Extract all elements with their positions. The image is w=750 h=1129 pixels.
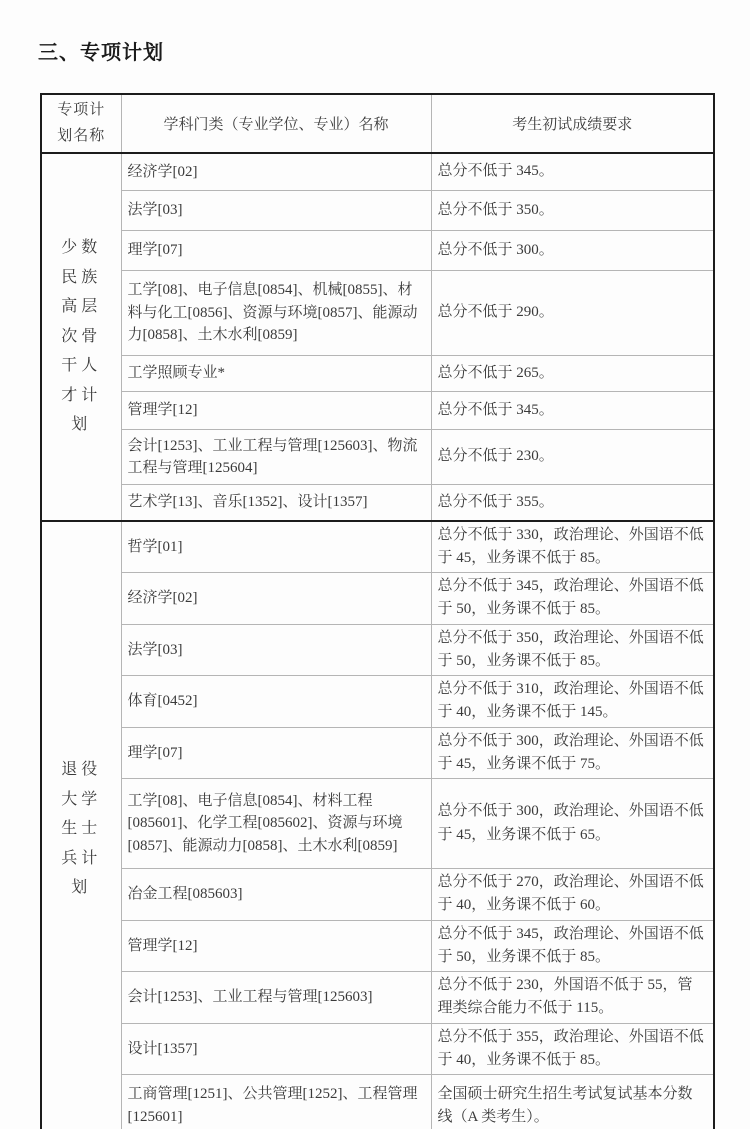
subject-cell: 工学[08]、电子信息[0854]、机械[0855]、材料与化工[0856]、资源与环境[0857]、能源动力[0858]、土木水利[0859]: [121, 271, 431, 356]
requirement-cell: 总分不低于 350。: [431, 191, 714, 231]
header-requirement: 考生初试成绩要求: [431, 94, 714, 153]
table-header-row: [41, 94, 714, 153]
requirement-cell: 总分不低于 345。: [431, 153, 714, 191]
subject-cell: 理学[07]: [121, 231, 431, 271]
requirement-cell: 总分不低于 345，政治理论、外国语不低于 50，业务课不低于 85。: [431, 920, 714, 972]
table-row: [41, 356, 714, 392]
table-row: [41, 573, 714, 625]
subject-cell: 工商管理[1251]、公共管理[1252]、工程管理[125601]: [121, 1075, 431, 1129]
special-plan-score-table: [40, 93, 715, 1129]
subject-cell: 管理学[12]: [121, 920, 431, 972]
requirement-cell: 总分不低于 345。: [431, 392, 714, 430]
header-subject-name: 学科门类（专业学位、专业）名称: [121, 94, 431, 153]
subject-cell: 法学[03]: [121, 624, 431, 676]
requirement-cell: 总分不低于 230。: [431, 430, 714, 485]
subject-cell: 法学[03]: [121, 191, 431, 231]
requirement-cell: 全国硕士研究生招生考试复试基本分数线（A 类考生）。: [431, 1075, 714, 1129]
table-row: [41, 231, 714, 271]
requirement-cell: 总分不低于 345，政治理论、外国语不低于 50，业务课不低于 85。: [431, 573, 714, 625]
table-row: [41, 485, 714, 521]
requirement-cell: 总分不低于 300。: [431, 231, 714, 271]
subject-cell: 经济学[02]: [121, 153, 431, 191]
subject-cell: 工学照顾专业*: [121, 356, 431, 392]
requirement-cell: 总分不低于 230，外国语不低于 55，管理类综合能力不低于 115。: [431, 972, 714, 1024]
group-label-veteran-plan: 退役大学生士兵计划: [41, 521, 121, 1129]
subject-cell: 工学[08]、电子信息[0854]、材料工程[085601]、化学工程[085602]、资源与环境[0857]、能源动力[0858]、土木水利[0859]: [121, 779, 431, 869]
table-row: [41, 521, 714, 573]
table-row: [41, 972, 714, 1024]
requirement-cell: 总分不低于 300，政治理论、外国语不低于 45，业务课不低于 75。: [431, 727, 714, 779]
table-row: [41, 191, 714, 231]
subject-cell: 管理学[12]: [121, 392, 431, 430]
header-plan-name: 专项计划名称: [41, 94, 121, 153]
section-title: 三、专项计划: [38, 42, 164, 64]
table-row: [41, 727, 714, 779]
table-row: [41, 153, 714, 191]
subject-cell: 理学[07]: [121, 727, 431, 779]
subject-cell: 设计[1357]: [121, 1023, 431, 1075]
subject-cell: 经济学[02]: [121, 573, 431, 625]
requirement-cell: 总分不低于 350，政治理论、外国语不低于 50，业务课不低于 85。: [431, 624, 714, 676]
subject-cell: 会计[1253]、工业工程与管理[125603]: [121, 972, 431, 1024]
subject-cell: 会计[1253]、工业工程与管理[125603]、物流工程与管理[125604]: [121, 430, 431, 485]
table-row: [41, 779, 714, 869]
requirement-cell: 总分不低于 355。: [431, 485, 714, 521]
requirement-cell: 总分不低于 355，政治理论、外国语不低于 40，业务课不低于 85。: [431, 1023, 714, 1075]
table-row: [41, 624, 714, 676]
group-label-minority-plan: 少数民族高层次骨干人才计划: [41, 153, 121, 521]
subject-cell: 哲学[01]: [121, 521, 431, 573]
table-row: [41, 430, 714, 485]
table-row: [41, 1023, 714, 1075]
subject-cell: 冶金工程[085603]: [121, 869, 431, 921]
table-row: [41, 869, 714, 921]
subject-cell: 体育[0452]: [121, 676, 431, 728]
table-row: [41, 1075, 714, 1129]
requirement-cell: 总分不低于 290。: [431, 271, 714, 356]
requirement-cell: 总分不低于 300，政治理论、外国语不低于 45，业务课不低于 65。: [431, 779, 714, 869]
requirement-cell: 总分不低于 330，政治理论、外国语不低于 45，业务课不低于 85。: [431, 521, 714, 573]
requirement-cell: 总分不低于 310，政治理论、外国语不低于 40，业务课不低于 145。: [431, 676, 714, 728]
table-row: [41, 392, 714, 430]
table-row: [41, 676, 714, 728]
requirement-cell: 总分不低于 270，政治理论、外国语不低于 40，业务课不低于 60。: [431, 869, 714, 921]
table-row: [41, 271, 714, 356]
table-row: [41, 920, 714, 972]
requirement-cell: 总分不低于 265。: [431, 356, 714, 392]
subject-cell: 艺术学[13]、音乐[1352]、设计[1357]: [121, 485, 431, 521]
